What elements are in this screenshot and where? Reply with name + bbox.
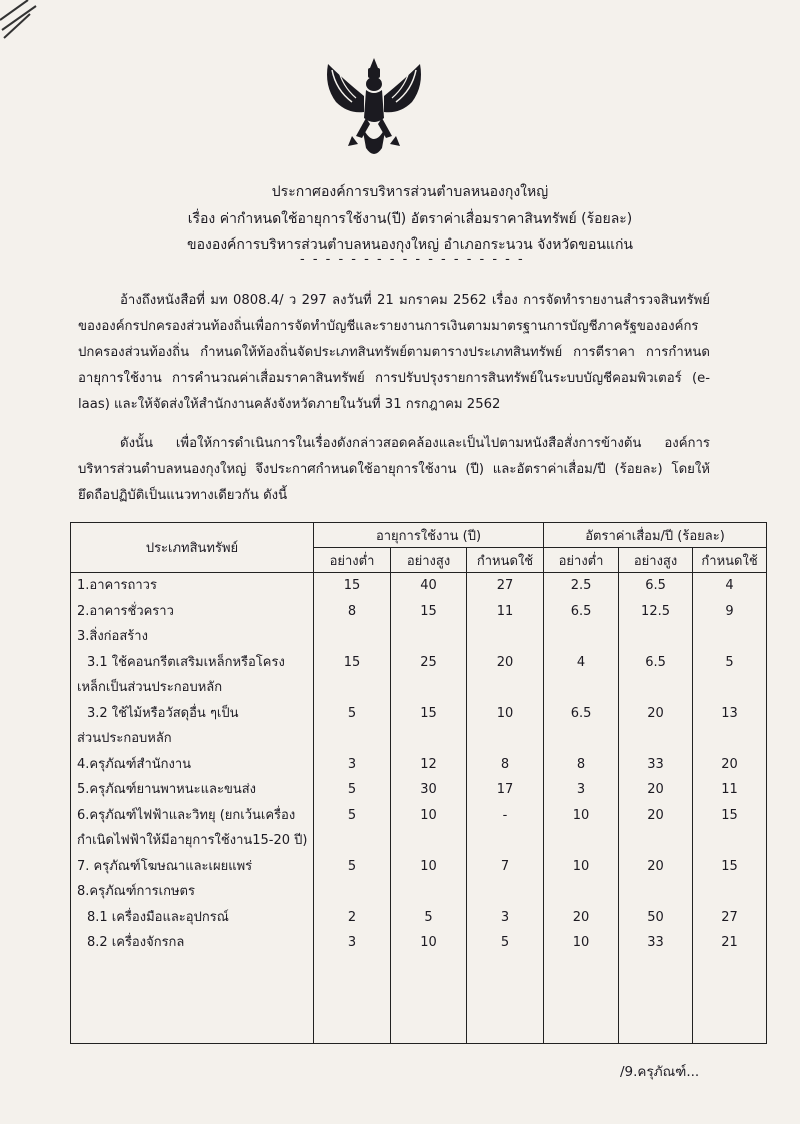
life-set-column: [467, 573, 544, 1044]
asset-name-cell: 2.อาคารชั่วคราว: [77, 603, 174, 619]
value-cell: 20: [647, 807, 664, 823]
value-cell: 9: [725, 603, 734, 619]
header-life-min: อย่างต่ำ: [314, 548, 391, 573]
value-cell: 10: [420, 935, 437, 950]
value-cell: 7: [500, 858, 510, 874]
value-cell: 2: [347, 909, 357, 925]
value-cell: [467, 675, 543, 701]
value-cell: 21: [721, 935, 738, 950]
value-cell: 5: [347, 782, 357, 797]
header-life-max: อย่างสูง: [391, 548, 467, 573]
continuation-note: /9.ครุภัณฑ์...: [620, 1064, 700, 1080]
value-cell: 30: [420, 782, 437, 797]
header-rate-min: อย่างต่ำ: [544, 548, 619, 573]
value-cell: 5: [424, 909, 433, 925]
value-cell: 15: [343, 654, 361, 670]
value-cell: [619, 726, 692, 752]
value-cell: [467, 624, 543, 650]
asset-name-cell: เหล็กเป็นส่วนประกอบหลัก: [77, 680, 223, 695]
value-cell: 3: [347, 935, 357, 950]
value-cell: [619, 624, 692, 650]
announcement-paragraph: ดังนั้น เพื่อให้การดำเนินการในเรื่องดังกล่าวสอดคล้องและเป็นไปตามหนังสือสั่งการข้างต้น องค์การบริหารส่วนตำบลหนองกุงใหญ่ จึงประกาศกำหนดใช้อายุการใช้งาน (ปี) และอัตราค่าเสื่อม/ปี (ร้อยละ) โดยให้ยึดถือปฏิบัติเป็นแนวทางเดียวกัน ดังนี้: [78, 436, 710, 503]
rate-set-column: [693, 573, 767, 1044]
value-cell: 5: [725, 654, 734, 670]
value-cell: 25: [420, 654, 437, 670]
table-body-row: [71, 573, 767, 1044]
value-cell: 11: [721, 782, 738, 797]
header-rate-set: กำหนดใช้: [693, 548, 767, 573]
asset-name-cell: ส่วนประกอบหลัก: [77, 731, 172, 746]
asset-name-cell: กำเนิดไฟฟ้าให้มีอายุการใช้งาน15-20 ปี): [77, 833, 308, 848]
asset-name-cell: 7. ครุภัณฑ์โฆษณาและเผยแพร่: [77, 858, 253, 874]
asset-name-cell: 1.อาคารถาวร: [77, 578, 157, 593]
life-max-column: [391, 573, 467, 1044]
announcement-title: ประกาศองค์การบริหารส่วนตำบลหนองกุงใหญ่: [271, 184, 549, 200]
value-cell: [314, 726, 390, 752]
value-cell: [391, 879, 466, 905]
value-cell: 12: [420, 756, 437, 772]
value-cell: 8: [347, 603, 357, 619]
value-cell: 3: [347, 756, 357, 772]
value-cell: 15: [420, 705, 437, 721]
rate-max-column: [619, 573, 693, 1044]
asset-name-cell: 5.ครุภัณฑ์ยานพาหนะและขนส่ง: [77, 782, 256, 797]
value-cell: 20: [721, 756, 738, 772]
value-cell: 33: [647, 756, 664, 772]
value-cell: [544, 726, 618, 752]
value-cell: 5: [347, 858, 357, 874]
value-cell: 15: [420, 603, 437, 619]
value-cell: [619, 675, 692, 701]
asset-name-cell: 3.1 ใช้คอนกรีตเสริมเหล็กหรือโครง: [87, 654, 285, 670]
value-cell: [391, 828, 466, 854]
announcement-organization: ขององค์การบริหารส่วนตำบลหนองกุงใหญ่ อำเภอกระนวน จังหวัดขอนแก่น: [187, 237, 633, 253]
value-cell: [544, 624, 618, 650]
value-cell: 10: [420, 807, 437, 823]
value-cell: 6.5: [570, 603, 592, 619]
value-cell: 10: [496, 705, 514, 721]
value-cell: 50: [647, 909, 664, 925]
value-cell: 3: [576, 782, 586, 797]
value-cell: 2.5: [570, 578, 592, 593]
value-cell: 5: [347, 807, 357, 823]
value-cell: [693, 879, 766, 905]
asset-name-cell: 8.1 เครื่องมือและอุปกรณ์: [87, 909, 229, 925]
value-cell: 6.5: [645, 578, 666, 593]
asset-depreciation-table: [70, 522, 767, 1044]
life-min-column: [314, 573, 391, 1044]
value-cell: 5: [500, 935, 510, 950]
value-cell: [544, 879, 618, 905]
value-cell: [619, 828, 692, 854]
value-cell: [693, 828, 766, 854]
value-cell: 20: [647, 782, 664, 797]
value-cell: 6.5: [570, 705, 592, 721]
value-cell: [544, 828, 618, 854]
value-cell: 10: [572, 807, 590, 823]
asset-name-cell: 3.สิ่งก่อสร้าง: [77, 629, 148, 644]
asset-name-cell: 6.ครุภัณฑ์ไฟฟ้าและวิทยุ (ยกเว้นเครื่อง: [77, 807, 296, 823]
value-cell: 15: [721, 807, 738, 823]
value-cell: [467, 726, 543, 752]
asset-name-cell: 8.2 เครื่องจักรกล: [87, 935, 185, 950]
value-cell: 40: [420, 578, 437, 593]
value-cell: 10: [420, 858, 437, 874]
value-cell: 10: [572, 858, 590, 874]
value-cell: 13: [721, 705, 738, 721]
value-cell: [693, 675, 766, 701]
value-cell: [391, 624, 466, 650]
value-cell: 11: [496, 603, 514, 619]
value-cell: -: [502, 807, 508, 823]
value-cell: [544, 675, 618, 701]
value-cell: [314, 828, 390, 854]
asset-name-cell: 3.2 ใช้ไม้หรือวัสดุอื่น ๆเป็น: [87, 705, 239, 721]
value-cell: 6.5: [645, 654, 666, 670]
value-cell: [619, 879, 692, 905]
value-cell: 8: [500, 756, 510, 772]
value-cell: 4: [576, 654, 586, 670]
value-cell: [314, 675, 390, 701]
separator-line: - - - - - - - - - - - - - - - - - -: [300, 252, 525, 267]
value-cell: [314, 624, 390, 650]
value-cell: 15: [343, 578, 361, 593]
reference-paragraph: อ้างถึงหนังสือที่ มท 0808.4/ ว 297 ลงวันที่ 21 มกราคม 2562 เรื่อง การจัดทำรายงานสำรวจสินทรัพย์ขององค์กรปกครองส่วนท้องถิ่นเพื่อการจัดทำบัญชีและรายงานการเงินตามมาตรฐานการบัญชีภาครัฐขององค์กรปกครองส่วนท้องถิ่น กำหนดให้ท้องถิ่นจัดประเภทสินทรัพย์ตามตารางประเภทสินทรัพย์ การตีราคา การกำหนดอายุการใช้งาน การคำนวณค่าเสื่อมราคาสินทรัพย์ การปรับปรุงรายการสินทรัพย์ในระบบบัญชีคอมพิวเตอร์ (e-laas) และให้จัดส่งให้สำนักงานคลังจังหวัดภายในวันที่ 31 กรกฎาคม 2562: [78, 293, 710, 412]
scratch-mark: [0, 0, 40, 50]
value-cell: 20: [647, 858, 664, 874]
value-cell: [391, 726, 466, 752]
value-cell: 5: [347, 705, 357, 721]
header-useful-life: อายุการใช้งาน (ปี): [314, 523, 544, 548]
value-cell: 20: [647, 705, 664, 721]
header-depreciation-rate: อัตราค่าเสื่อม/ปี (ร้อยละ): [544, 523, 767, 548]
value-cell: 8: [576, 756, 586, 772]
value-cell: [693, 726, 766, 752]
value-cell: 27: [496, 578, 514, 593]
asset-name-cell: 8.ครุภัณฑ์การเกษตร: [77, 884, 195, 899]
value-cell: 15: [721, 858, 738, 874]
header-rate-max: อย่างสูง: [619, 548, 693, 573]
value-cell: 10: [572, 935, 590, 950]
value-cell: [467, 879, 543, 905]
garuda-emblem: [322, 56, 426, 164]
value-cell: 3: [500, 909, 510, 925]
header-life-set: กำหนดใช้: [467, 548, 544, 573]
value-cell: 12.5: [641, 603, 670, 619]
value-cell: 33: [647, 935, 664, 950]
rate-min-column: [544, 573, 619, 1044]
announcement-subject: เรื่อง ค่ากำหนดใช้อายุการใช้งาน(ปี) อัตราค่าเสื่อมราคาสินทรัพย์ (ร้อยละ): [187, 211, 633, 227]
value-cell: [391, 675, 466, 701]
asset-type-column: [71, 573, 314, 1044]
value-cell: 17: [496, 782, 514, 797]
header-asset-type: ประเภทสินทรัพย์: [71, 523, 314, 573]
value-cell: [467, 828, 543, 854]
value-cell: [314, 879, 390, 905]
value-cell: 20: [496, 654, 514, 670]
value-cell: 4: [725, 578, 734, 593]
asset-name-cell: 4.ครุภัณฑ์สำนักงาน: [77, 756, 192, 772]
value-cell: [693, 624, 766, 650]
value-cell: 20: [572, 909, 590, 925]
value-cell: 27: [721, 909, 738, 925]
